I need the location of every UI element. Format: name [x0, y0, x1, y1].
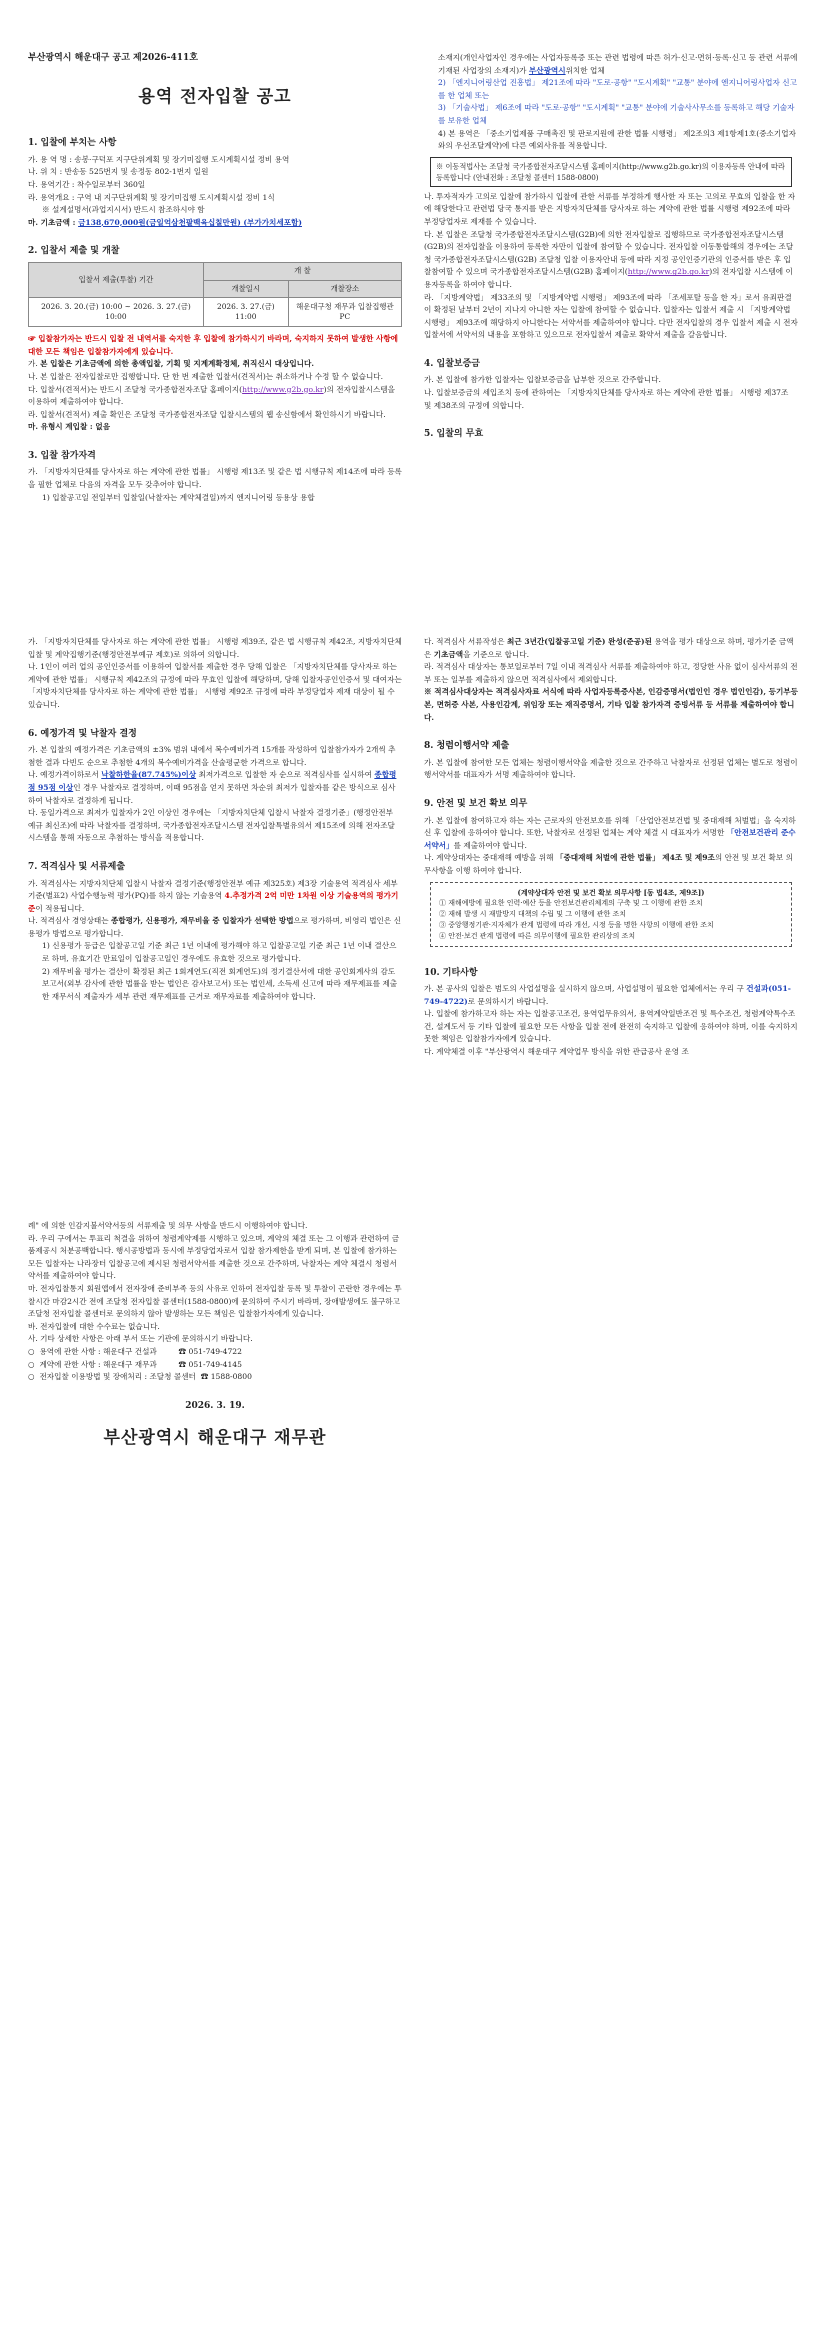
contact-line: ○ 계약에 관한 사항 : 해운대구 재무과 ☎ 051-749-4145: [28, 1359, 242, 1369]
s2-ga-text: 본 입찰은 기초금액에 의한 총액입찰, 기획 및 지계계확정체, 취직신시 대상입니다.: [40, 359, 314, 369]
open-datetime: 2026. 3. 27.(금) 11:00: [203, 298, 288, 327]
issuer-signature: 부산광역시 해운대구 재무관: [103, 1428, 327, 1449]
bid-period: 2026. 3. 20.(금) 10:00 ~ 2026. 3. 27.(금) 10:00: [29, 298, 204, 327]
s3-p1: 1) 입찰공고일 전일부터 입찰일(낙찰자는 계약체결일)까지 엔지니어링 등용상 용합: [42, 492, 315, 502]
th-open-datetime: 개찰일시: [203, 280, 288, 298]
s7-1: 1) 신용평가 등급은 입찰공고일 기준 최근 1년 이내에 평가해야 하고 입찰공고일 기준 최근 1년 이내 결산으로 하며, 유효기간 만료일이 입찰공고일인 경우에도 유효한 것으로 평가합니다.: [42, 941, 397, 964]
price-label: 마. 기초금액 :: [28, 217, 79, 227]
s7-2: 2) 재무비율 평가는 결산이 확정된 최근 1회계연도(직전 회계연도)의 정기결산서에 대한 공인회계사의 감도보고서(외부 감사에 관한 법률을 받는 법인은 감사보고서) 또는 법인세, 소득세 신고에 따라 재무제표를 제출한 재무서식 제출자가 세부 관련 재무제표를 근거로 재무자료를 제출하여야 합니다.: [42, 966, 398, 1001]
s6-da: 다. 동일가격으로 최저가 입찰자가 2인 이상인 경우에는 「지방자치단체 입찰시 낙찰자 결정기준」(행정안전부 예규 최신조)에 따라 낙찰자를 결정하며, 국가종합전자조달시스템 전자입찰특별유의서 제15조에 의해 전자조달시스템을 통해 자동으로 추첨하는 방식을 적용합니다.: [28, 808, 395, 843]
s6-na-rate: 낙찰하한율(87.745%)이상: [101, 770, 197, 780]
r1-p3: [438, 102, 798, 127]
r1-line: [438, 52, 798, 77]
s10-sa: 사. 기타 상세한 사항은 아래 부서 또는 기관에 문의하시기 바랍니다.: [28, 1334, 253, 1344]
s6-na-a: 나. 예정가격이하로서: [28, 770, 102, 780]
notice-number: 부산광역시 해운대구 공고 제2026-411호: [28, 53, 198, 63]
s5-na: 나. 1인이 여러 업의 공인인증서를 이용하여 입찰서를 제출한 경우 당해 입찰은 「지방자치단체를 당사자로 하는 계약에 관한 법률」 시행규칙 제42조의 규정에 따라 무효인 입찰에 해당하며, 당해 입찰자공인인증서 및 대여자는 「지방자치단체를 당사자로 하는 계약에 관한 법률」 시행령 제92조 규정에 따라 부정당업자 제재 대상이 될 수 있습니다.: [28, 662, 402, 709]
s3-ga: 가. 「지방자치단체를 당사자로 하는 계약에 관한 법률」 시행령 제13조 및 같은 법 시행규칙 제14조에 따라 등록을 필한 업체로 다음의 자격을 모두 갖추어야 합니다.: [28, 467, 402, 490]
s7-ra: 라. 적격심사 대상자는 통보일로부터 7일 이내 적격심사 서류를 제출하여야 하고, 정당한 사유 없이 심사서류의 전부 또는 일부를 제출하지 않으면 적격심사에서 제외합니다.: [424, 662, 798, 684]
page3-left-column: [28, 1220, 402, 1449]
s10-ba: 바. 전자입찰에 대한 수수료는 없습니다.: [28, 1321, 160, 1331]
contact-line: ○ 전자입찰 이용방법 및 장애처리 : 조달청 콜센터 ☎ 1588-0800: [28, 1372, 252, 1382]
s2-da-prefix: 다. 입찰서(견적서)는 반드시 조달청 국가종합전자조달 홈페이지(: [28, 384, 243, 394]
s7-na-c: 으로 평가하며, 비영리 법인은 신용평가 방법으로 평가합니다.: [28, 916, 401, 938]
s2-da: [28, 384, 402, 409]
r1-da: [424, 229, 798, 292]
bid-warning: ☞ 입찰참가자는 반드시 입찰 전 내역서를 숙지한 후 입찰에 참가하시기 바라며, 숙지하지 못하여 발생한 사항에 대한 모든 책임은 입찰참가자에게 있습니다.: [28, 334, 399, 356]
safety-item: ② 재해 발생 시 재발방지 대책의 수립 및 그 이행에 관한 조치: [439, 909, 627, 918]
th-period: 입찰서 제출(투찰) 기간: [29, 262, 204, 297]
g2b-registration-box: ※ 이동적법사는 조달청 국가종합전자조달시스템 홈페이지(http://www.g2b.go.kr)의 이용자등록 안내에 따라 등록합니다 (안내전화 : 조달청 콜센터 1588-0800): [430, 157, 792, 187]
s7-da-b: 최근 3년간(입찰공고일 기준) 완성(준공)된: [507, 637, 652, 646]
page2-left-column: [28, 636, 402, 1003]
s1-line: 가. 용 역 명 : 송봉·구덕포 지구단위계획 및 장기미집행 도시계획시설 정비 용역: [28, 154, 290, 164]
section-2-heading: 2. 입찰서 제출 및 개찰: [28, 246, 120, 257]
s10-ga-c: 로 문의하시기 바랍니다.: [467, 996, 549, 1006]
s6-na-score: 종합평점 95점 이상: [28, 770, 397, 792]
bid-schedule-table: [28, 262, 402, 327]
r1-na: 나. 투자적자가 고의로 입찰에 참가하시 입찰에 관한 서류를 부정하게 행사한 자 또는 고의로 무효의 입찰을 한 자에 해당한다고 관련법 당국 통지를 받은 지방자치단체를 당사자로 하는 계약에 관한 법률 시행령 제92조에 따라 부정당업자로 제재를 수 있습니다.: [424, 191, 796, 226]
safety-item: ④ 안전·보건 관계 법령에 따른 의무이행에 필요한 관리상의 조치: [439, 931, 636, 940]
page-1: [0, 0, 826, 584]
s7-ga-a: 가. 적격심사는 지방자치단체 입찰시 낙찰자 결정기준(행정안전부 예규 제325호) 제3장 기술용역 적격심사 세부기준(별표2) 사업수행능력 평가(PQ)를 하지 않는 기술용역: [28, 878, 398, 901]
g2b-link[interactable]: http://www.g2b.go.kr: [242, 384, 324, 394]
s7-da-c: 용역을 평가 대상으로 하며, 평가기준 금액은: [424, 637, 794, 659]
r1-da-prefix: 다. 본 입찰은 조달청 국가종합전자조달시스템(G2B)에 의한 전자입찰로 집행하므로 국가종합전자조달시스템(G2B)의 전자입찰을 이용하여 등록한 자만이 입찰에 참여할 수 있습니다. 전자입찰 이동통합해의 경우에는 조달청 국가종합전자조달시스템(G2B) 조달청 입찰 이용자안내 등에 따라 지정 공인인증기관의 인증서를 받은 후 입찰참여할 수 있으며 국가종합전자조달시스템(G2B) 홈페이지(: [424, 229, 794, 277]
s7-na-a: 나. 적격심사 경영상태는: [28, 916, 112, 926]
open-place: 해운대구청 재무과 입찰집행관 PC: [288, 298, 401, 327]
r1-p4: 4) 본 용역은 「중소기업제품 구매촉진 및 판로지원에 관한 법률 시행령」 제2조의3 제1항제1호(중소기업자와의 우선조달계약)에 다른 예외사유를 적용합니다.: [438, 128, 796, 151]
s10-ga-phone: 건설과(051-749-4722): [424, 984, 791, 1006]
s1-line: 라. 용역개요 : 구역 내 지구단위계획 및 장기미집행 도시계획시설 정비 1식: [28, 192, 275, 202]
s2-ma: 마. 유형시 계입찰 : 없음: [28, 422, 111, 432]
section-3-heading: 3. 입찰 참가자격: [28, 450, 96, 461]
notice-title: 용역 전자입찰 공고: [138, 86, 292, 107]
g2b-link-2[interactable]: http://www.g2b.go.kr: [627, 267, 710, 277]
s2-ga-label: 가.: [28, 359, 41, 369]
section-6-heading: 6. 예정가격 및 낙찰자 결정: [28, 728, 137, 739]
s6-na-e: 인 경우 낙찰자로 결정하며, 이때 95점을 얻지 못하면 차순위 최저가 입찰자를 같은 방식으로 심사하여 낙찰자로 결정하게 됩니다.: [28, 782, 396, 805]
s7-da-a: 다. 적격심사 서류작성은: [424, 637, 508, 646]
s10-ga: [424, 983, 798, 1008]
s7-ga-b: 4.추정가격 2억 미만 1차원 이상 기술용역의 평가기준: [28, 891, 399, 913]
s4-na: 나. 입찰보증금의 세입조치 등에 관하여는 「지방자치단체를 당사자로 하는 계약에 관한 법률」 시행령 제37조 및 제38조의 규정에 의합니다.: [424, 388, 789, 410]
r1-p2: [438, 77, 798, 102]
page1-right-column: [424, 52, 798, 445]
section-7-heading: 7. 적격심사 및 서류제출: [28, 861, 126, 872]
r1-line-b: 위치한 업체: [565, 65, 605, 75]
safety-item: ① 재해예방에 필요한 인력·예산 등을 안전보건관리체계의 구축 및 그 이행에 관한 조치: [439, 898, 703, 907]
th-opening: 개 찰: [203, 262, 401, 280]
s2-da-suffix: )의 전자입찰시스템을 이용하여 제출하여야 합니다.: [28, 384, 395, 407]
r1-p3-text: 3) 「기술사법」 제6조에 따라 "도로·공항" "도시계획" "교통" 분야에 기술사사무소를 등록하고 해당 기술자를 보유한 업체: [438, 103, 795, 125]
s7-da-e: 을 기준으로 합니다.: [463, 649, 530, 659]
s9-na: [424, 852, 798, 877]
s7-note: ※ 적격심사대상자는 적격심사자료 서식에 따라 사업자등록증사본, 인감증명서(법인인 경우 법인인감), 등기부등본, 면허증 사본, 사용인감계, 위임장 또는 재직증명서, 기타 입찰 참가자격 증빙서류 등 서류를 제출하여야 합니다.: [424, 687, 798, 722]
s9-na-a: 나. 계약상대자는 중대재해 예방을 위해: [424, 853, 556, 863]
s6-ga: 가. 본 입찰의 예정가격은 기초금액의 ±3% 범위 내에서 복수예비가격 15개를 작성하여 입찰참가자가 2개씩 추첨한 결과 다빈도 순으로 추첨한 4개의 복수예비가격을 산술평균한 가격으로 합니다.: [28, 745, 396, 767]
s2-ga: [28, 358, 402, 371]
page-3: [0, 1168, 826, 1752]
contact-line: ○ 용역에 관한 사항 : 해운대구 건설과 ☎ 051-749-4722: [28, 1346, 242, 1356]
r1-p2-text: 2) 「엔지니어링산업 진흥법」 제21조에 따라 "도로·공항" "도시계획" "교통" 분야에 엔지니어링사업자 신고를 한 업체 또는: [438, 78, 797, 100]
s7-da: [424, 636, 798, 661]
s7-da-d: 기초금액: [433, 649, 464, 659]
s1-price-line: [28, 217, 402, 230]
safety-duties-box: [430, 882, 792, 947]
s9-ga: [424, 815, 798, 853]
s9-ga-a: 가. 본 입찰에 참여하고자 하는 자는 근로자의 안전보호를 위해 「산업안전보건법 및 중대재해 처벌법」을 숙지하신 후 입찰에 응하여야 합니다. 또한, 낙찰자로 선정된 업체는 계약 체결 시 대표자가 서명한: [424, 815, 796, 838]
s7-ga-c: 이 적용됩니다.: [35, 903, 85, 913]
notice-date: 2026. 3. 19.: [185, 1400, 245, 1411]
section-9-heading: 9. 안전 및 보건 확보 의무: [424, 798, 528, 809]
s2-na: 나. 본 입찰은 전자입찰로만 집행합니다. 단 한 번 제출한 입찰서(견적서)는 취소하거나 수정 할 수 없습니다.: [28, 371, 384, 381]
s7-na-b: 종합평가, 신용평가, 재무비율 중 입찰자가 선택한 방법: [111, 916, 294, 926]
s7-ga: [28, 878, 402, 916]
r1-da-suffix: )의 전자입찰 시스템에 이용자등록을 하여야 합니다.: [424, 267, 793, 289]
section-8-heading: 8. 청렴이행서약 제출: [424, 741, 510, 752]
r1-ra: 라. 「지방계약법」 제33조의 및 「지방계약법 시행령」 제93조에 따라 「조세포탈 등을 한 자」로서 유죄판결이 확정된 날부터 2년이 지나지 아니한 자는 입찰에 참여할 수 없습니다. 입찰자는 입찰서 제출 시 「지방계약법 시행령」 제93조에 해당하지 아니한다는 서약서를 제출하여야 합니다. 다만 전자입찰의 경우 입찰서 제출 시 전자입찰서에 서약서의 내용을 포함하고 있으므로 전자입찰서 제출로 확약서 제출을 갈음합니다.: [424, 292, 798, 340]
page2-right-column: [424, 636, 798, 1059]
s1-note: ※ 설계설명서(과업지시서) 반드시 참조하시야 함: [42, 205, 205, 215]
s10-ma: 마. 전자입찰통지 회원앱에서 전자장애 준비부족 등의 사유로 인하여 전자입찰 등록 및 투찰이 곤란한 경우에는 투찰시간 마감2시간 전에 조달청 전자입찰 콜센터(1588-0800)에 문의하여 주시기 바라며, 장애발생에도 불구하고 조달청 전자입찰 콜센터로 문의하지 않아 발생하는 모든 책임은 입찰참가자에게 있습니다.: [28, 1283, 402, 1319]
s10-da: 다. 계약체결 이후 "부산광역시 해운대구 계약업무 방식을 위한 관급공사 운영 조: [424, 1047, 689, 1057]
s10-da-cont: 례" 에 의한 인감지불서약서등의 서류제출 및 의무 사항을 반드시 이행하여야 합니다.: [28, 1221, 308, 1230]
r1-line-a: 소재지(개인사업자인 경우에는 사업자등록증 또는 관련 법령에 따른 허가·신고·면허·등록·신고 등 관련 서류에 기재된 사업장의 소재지)가: [438, 53, 798, 75]
section-5-heading: 5. 입찰의 무효: [424, 429, 484, 440]
s7-na: [28, 915, 402, 940]
section-1-heading: 1. 입찰에 부치는 사항: [28, 138, 117, 149]
s6-na: [28, 769, 402, 807]
safety-box-title: (계약상대자 안전 및 보건 확보 의무사항 [동 법4조, 제9조]): [517, 887, 705, 897]
th-open-place: 개찰장소: [288, 280, 401, 298]
s5-ga: 가. 「지방자치단체를 당사자로 하는 계약에 관한 법률」 시행령 제39조, 같은 법 시행규칙 제42조, 지방자치단체 입찰 및 계약집행기준(행정안전부예규 제호)로 의하여 의합니다.: [28, 637, 402, 659]
s1-line: 나. 위 치 : 반송동 525번지 및 송정동 802-1번지 일원: [28, 167, 209, 177]
s9-na-c: 의 안전 및 보건 확보 의무사항을 이행 하여야 합니다.: [424, 853, 793, 875]
s2-ra: 라. 입찰서(견적서) 제출 확인은 조달청 국가종합전자조달 입찰시스템의 웹 송신함에서 확인하시기 바랍니다.: [28, 409, 386, 419]
safety-item: ③ 중앙행정기관·지자체가 관계 법령에 따라 개선, 시정 등을 명한 사항의 이행에 관한 조치: [439, 920, 714, 929]
base-price: 금138,670,000원(금일억삼천팔백육십칠만원) (부가가치세포함): [78, 217, 302, 227]
s10-ra: 라. 우리 구에서는 투표리 척결을 위하여 청렴계약제를 시행하고 있으며, 계약의 체결 또는 그 이행과 관련하여 금품제공시 처분공백합니다. 행시공방법과 등시에 부정당업자로서 입찰 참가제한을 받게 되며, 본 입찰에 참가하는 모든 입찰자는 나라장터 입찰공고에 제시된 청렴서약서를 제출한 것으로 간주하며, 낙찰자는 계약 체결시 청렴서약서를 제출하여야 합니다.: [28, 1233, 400, 1281]
busan-text: 부산광역시: [528, 65, 566, 75]
page1-left-column: [28, 52, 402, 504]
s10-na: 나. 입찰에 참가하고자 하는 자는 입찰공고조건, 용역업무유의서, 용역계약일반조건 및 특수조건, 청렴계약특수조건, 설계도서 등 기타 입찰에 필요한 모든 사항을 입찰 전에 완전히 숙지하고 입찰에 응하여야 하며, 이를 숙지하지 못한 책임은 입찰참가자에게 있습니다.: [424, 1009, 798, 1044]
s6-na-c: 최저가격으로 입찰한 자 순으로 적격심사를 실시하여: [196, 770, 375, 780]
s10-ga-a: 가. 본 공사의 입찰은 범도의 사업설명을 실시하지 않으며, 사업설명이 필요한 업체에서는 우리 구: [424, 984, 747, 994]
s4-ga: 가. 본 입찰에 참가한 입찰자는 입찰보증금을 납부한 것으로 간주합니다.: [424, 375, 661, 385]
section-4-heading: 4. 입찰보증금: [424, 358, 480, 369]
s9-ga-c: 를 제출하여야 합니다.: [453, 840, 527, 850]
page-2: [0, 584, 826, 1168]
section-10-heading: 10. 기타사항: [424, 967, 478, 978]
s1-line: 다. 용역기간 : 착수일로부터 360일: [28, 179, 146, 189]
s9-ga-b: 「안전보건관리 준수 서약서」: [424, 828, 796, 850]
s8-ga: 가. 본 입찰에 참여한 모든 업체는 청렴이행서약을 제출한 것으로 간주하고 낙찰자로 선정된 업체는 별도로 청렴이행서약서를 대표자가 서명 제출하여야 합니다.: [424, 757, 798, 780]
s9-na-b: 「중대재해 처벌에 관한 법률」 제4조 및 제9조: [555, 853, 715, 863]
